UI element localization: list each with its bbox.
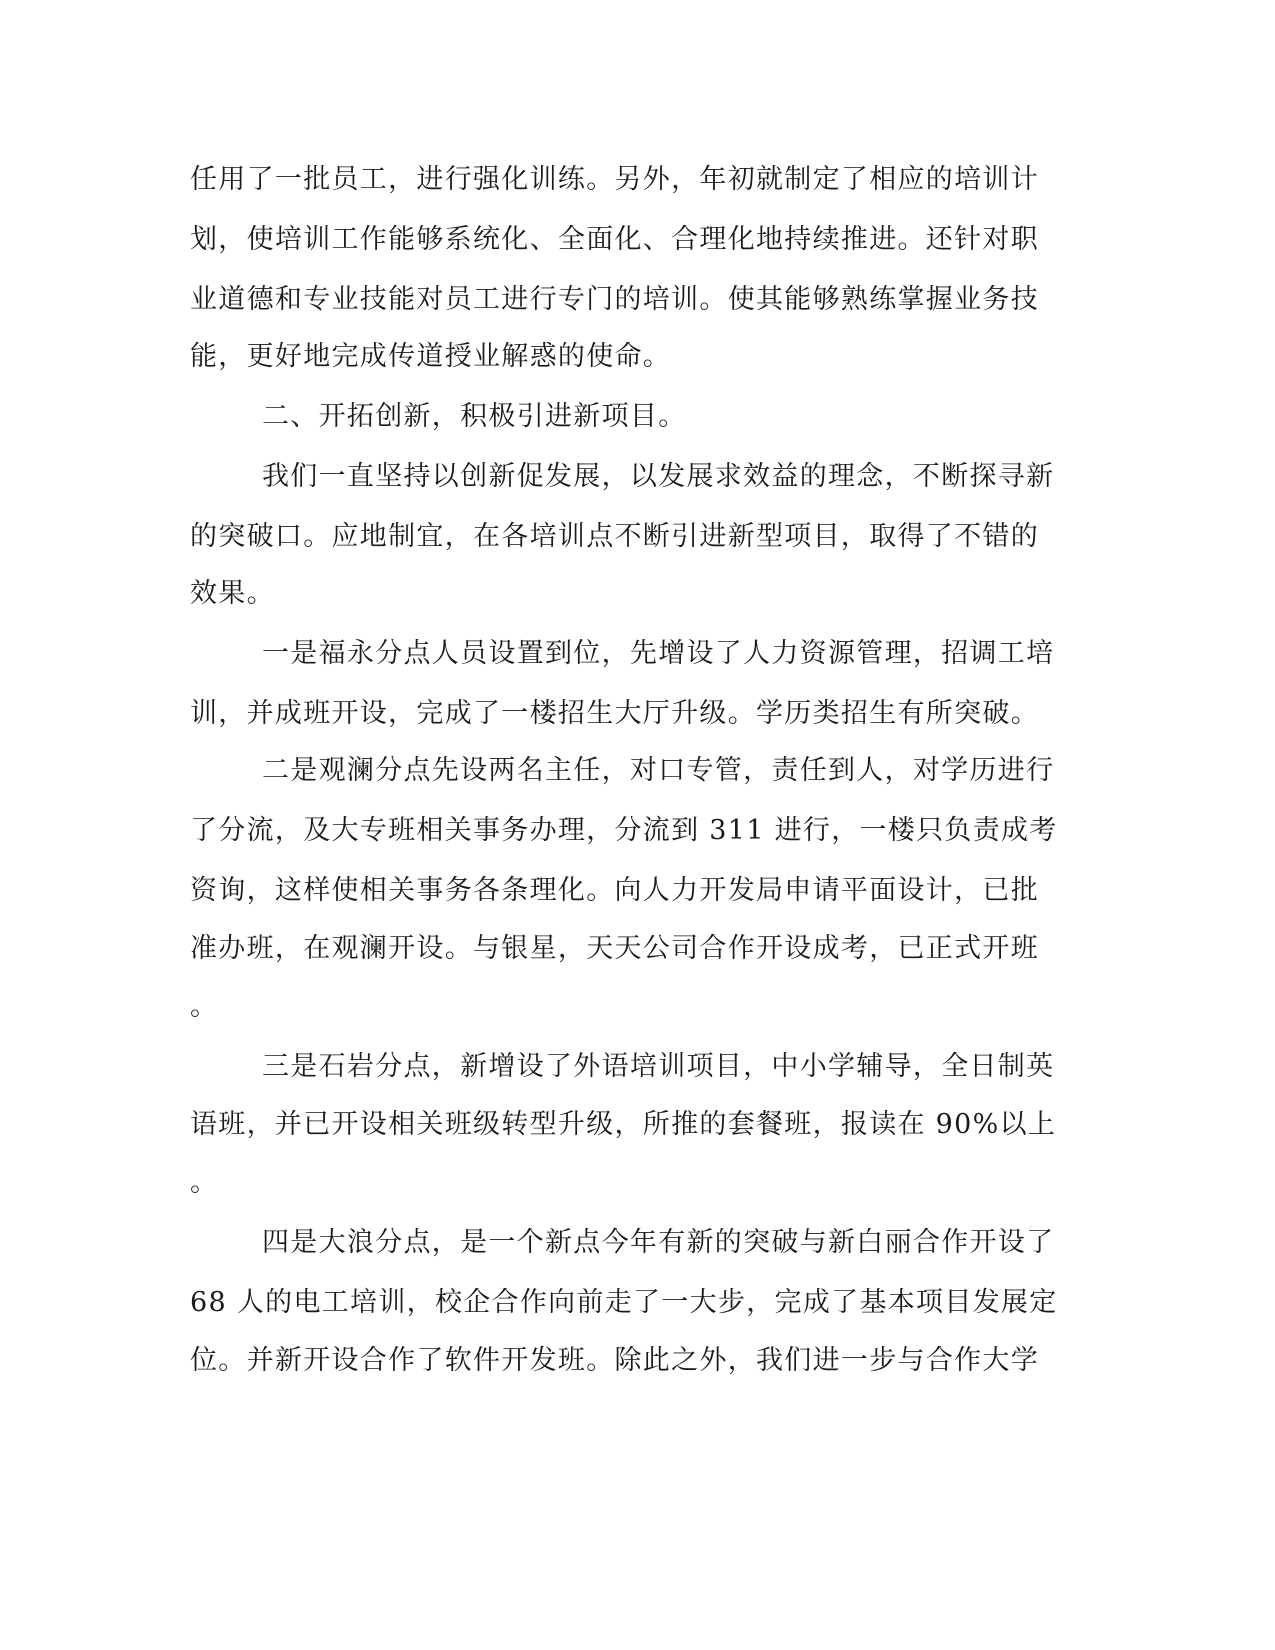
paragraph-line: 68 人的电工培训，校企合作向前走了一大步，完成了基本项目发展定 bbox=[190, 1287, 1058, 1318]
paragraph-line: 的突破口。应地制宜，在各培训点不断引进新型项目，取得了不错的 bbox=[190, 521, 1039, 552]
paragraph-line: 训，并成班开设，完成了一楼招生大厅升级。学历类招生有所突破。 bbox=[190, 698, 1039, 729]
paragraph-line: 位。并新开设合作了软件开发班。除此之外，我们进一步与合作大学 bbox=[190, 1345, 1039, 1376]
section-heading: 二、开拓创新，积极引进新项目。 bbox=[262, 401, 687, 432]
paragraph-line: 效果。 bbox=[190, 578, 275, 609]
paragraph-line: 。 bbox=[190, 991, 219, 1022]
paragraph-line: 划，使培训工作能够系统化、全面化、合理化地持续推进。还针对职 bbox=[190, 224, 1039, 255]
paragraph-line: 一是福永分点人员设置到位，先增设了人力资源管理，招调工培 bbox=[262, 638, 1055, 669]
paragraph-line: 准办班，在观澜开设。与银星，天天公司合作开设成考，已正式开班 bbox=[190, 933, 1039, 964]
paragraph-line: 任用了一批员工，进行强化训练。另外，年初就制定了相应的培训计 bbox=[190, 164, 1039, 195]
paragraph-line: 语班，并已开设相关班级转型升级，所推的套餐班，报读在 90%以上 bbox=[190, 1109, 1057, 1140]
paragraph-line: 三是石岩分点，新增设了外语培训项目，中小学辅导，全日制英 bbox=[262, 1051, 1055, 1082]
paragraph-line: 。 bbox=[190, 1167, 219, 1198]
paragraph-line: 二是观澜分点先设两名主任，对口专管，责任到人，对学历进行 bbox=[262, 755, 1055, 786]
paragraph-line: 能，更好地完成传道授业解惑的使命。 bbox=[190, 341, 672, 372]
paragraph-line: 四是大浪分点，是一个新点今年有新的突破与新白丽合作开设了 bbox=[262, 1227, 1055, 1258]
paragraph-line: 业道德和专业技能对员工进行专门的培训。使其能够熟练掌握业务技 bbox=[190, 284, 1039, 315]
paragraph-line: 了分流，及大专班相关事务办理，分流到 311 进行，一楼只负责成考 bbox=[190, 815, 1058, 846]
paragraph-line: 我们一直坚持以创新促发展，以发展求效益的理念，不断探寻新 bbox=[262, 461, 1055, 492]
paragraph-line: 资询，这样使相关事务各条理化。向人力开发局申请平面设计，已批 bbox=[190, 875, 1039, 906]
